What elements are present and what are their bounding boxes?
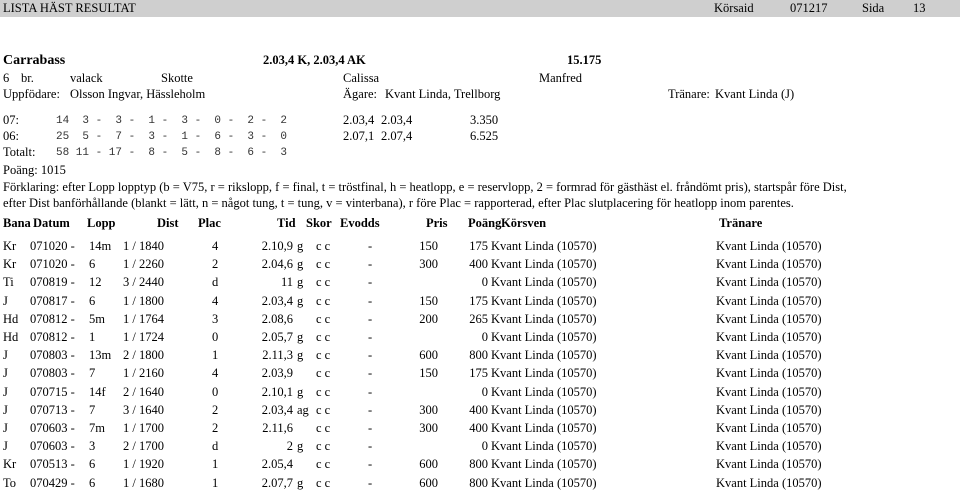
cell-dist: 1 / 1764: [123, 312, 164, 326]
cell-skor: c c: [316, 330, 331, 344]
cell-g: g: [297, 330, 304, 344]
cell-pris: 150: [419, 294, 438, 308]
cell-evodds: -: [368, 457, 373, 471]
cell-evodds: -: [368, 421, 373, 435]
stats-label: 06:: [3, 129, 19, 143]
cell-tranare: Kvant Linda (10570): [716, 403, 822, 417]
stats-values: 14 3 - 3 - 1 - 3 - 0 - 2 - 2: [56, 115, 288, 127]
cell-tid: 2.05,7: [261, 330, 293, 344]
cell-dist: 1 / 2160: [123, 366, 164, 380]
cell-datum: 070713 -: [30, 403, 75, 417]
cell-skor: c c: [316, 312, 331, 326]
cell-poang: 0: [481, 275, 488, 289]
cell-korsven: Kvant Linda (10570): [491, 403, 597, 417]
page-number: 13: [913, 1, 926, 15]
col-pris: Pris: [426, 216, 448, 230]
cell-lopp: 12: [89, 275, 102, 289]
cell-dist: 3 / 1640: [123, 403, 164, 417]
cell-bana: J: [3, 366, 8, 380]
cell-tid: 2.04,6: [261, 257, 293, 271]
cell-tranare: Kvant Linda (10570): [716, 421, 822, 435]
horse-sex: valack: [70, 71, 103, 85]
cell-poang: 400: [469, 257, 488, 271]
cell-tranare: Kvant Linda (10570): [716, 385, 822, 399]
stats-label: 07:: [3, 113, 19, 127]
cell-korsven: Kvant Linda (10570): [491, 457, 597, 471]
cell-tranare: Kvant Linda (10570): [716, 330, 822, 344]
cell-bana: J: [3, 439, 8, 453]
cell-plac: 1: [212, 476, 219, 490]
cell-bana: Kr: [3, 239, 17, 253]
cell-skor: c c: [316, 275, 331, 289]
cell-lopp: 7: [89, 403, 96, 417]
cell-skor: c c: [316, 366, 331, 380]
run-date-label: Körsaid: [714, 1, 754, 15]
cell-g: ag: [297, 403, 309, 417]
col-skor: Skor: [306, 216, 332, 230]
cell-lopp: 7: [89, 366, 96, 380]
col-korsven: Körsven: [501, 216, 547, 230]
cell-evodds: -: [368, 348, 373, 362]
cell-bana: Ti: [3, 275, 14, 289]
cell-lopp: 5m: [89, 312, 105, 326]
run-date: 071217: [790, 1, 828, 15]
stats-time2: 2.03,4: [381, 113, 413, 127]
cell-datum: 070429 -: [30, 476, 75, 490]
cell-korsven: Kvant Linda (10570): [491, 257, 597, 271]
record-times: 2.03,4 K, 2.03,4 AK: [263, 53, 366, 67]
cell-bana: To: [3, 476, 17, 490]
cell-tid: 2.11,3: [262, 348, 293, 362]
cell-tid: 2.05,4: [261, 457, 293, 471]
cell-g: g: [297, 294, 304, 308]
horse-dam: Calissa: [343, 71, 380, 85]
cell-tranare: Kvant Linda (10570): [716, 476, 822, 490]
col-poang: Poäng: [468, 216, 502, 230]
cell-tid: 2.11,6: [262, 421, 293, 435]
cell-datum: 070603 -: [30, 421, 75, 435]
cell-plac: 4: [212, 239, 219, 253]
col-tranare: Tränare: [719, 216, 763, 230]
page-label: Sida: [862, 1, 885, 15]
cell-pris: 300: [419, 421, 438, 435]
cell-poang: 0: [481, 439, 488, 453]
col-dist: Dist: [157, 216, 179, 230]
cell-bana: J: [3, 294, 8, 308]
cell-skor: c c: [316, 348, 331, 362]
cell-pris: 300: [419, 403, 438, 417]
cell-plac: 2: [212, 403, 219, 417]
cell-plac: 2: [212, 421, 219, 435]
cell-evodds: -: [368, 403, 373, 417]
cell-evodds: -: [368, 275, 373, 289]
cell-poang: 400: [469, 421, 488, 435]
cell-pris: 200: [419, 312, 438, 326]
cell-g: g: [297, 239, 304, 253]
cell-poang: 175: [469, 239, 488, 253]
cell-tranare: Kvant Linda (10570): [716, 257, 822, 271]
cell-plac: d: [212, 275, 219, 289]
cell-datum: 070603 -: [30, 439, 75, 453]
cell-g: g: [297, 476, 304, 490]
cell-skor: c c: [316, 385, 331, 399]
owner: Kvant Linda, Trellborg: [385, 87, 501, 101]
cell-bana: Kr: [3, 457, 17, 471]
explanation-line: Förklaring: efter Lopp lopptyp (b = V75, r = rikslopp, f = final, t = tröstfinal, h = heatlopp, e = reservlopp, 2 = formrad för gästhäst el. fråndömt pris), startspår före Dist,: [3, 180, 847, 194]
cell-evodds: -: [368, 385, 373, 399]
cell-dist: 1 / 2260: [123, 257, 164, 271]
cell-korsven: Kvant Linda (10570): [491, 348, 597, 362]
cell-skor: c c: [316, 457, 331, 471]
cell-tid: 2.03,4: [261, 403, 293, 417]
cell-korsven: Kvant Linda (10570): [491, 476, 597, 490]
cell-poang: 800: [469, 348, 488, 362]
cell-skor: c c: [316, 257, 331, 271]
horse-sire: Skotte: [161, 71, 193, 85]
cell-tranare: Kvant Linda (10570): [716, 439, 822, 453]
horse-dam-sire: Manfred: [539, 71, 583, 85]
breeder: Olsson Ingvar, Hässleholm: [70, 87, 206, 101]
cell-tranare: Kvant Linda (10570): [716, 275, 822, 289]
cell-tid: 2: [286, 439, 293, 453]
prize-total: 15.175: [567, 53, 602, 67]
cell-evodds: -: [368, 312, 373, 326]
horse-age-unit: br.: [21, 71, 34, 85]
stats-values: 58 11 - 17 - 8 - 5 - 8 - 6 - 3: [56, 147, 288, 159]
col-lopp: Lopp: [87, 216, 116, 230]
cell-bana: Kr: [3, 257, 17, 271]
cell-bana: J: [3, 403, 8, 417]
cell-tid: 2.03,4: [261, 294, 293, 308]
cell-tranare: Kvant Linda (10570): [716, 294, 822, 308]
cell-lopp: 13m: [89, 348, 112, 362]
cell-evodds: -: [368, 439, 373, 453]
cell-lopp: 3: [89, 439, 96, 453]
cell-plac: 3: [212, 312, 219, 326]
cell-poang: 800: [469, 457, 488, 471]
owner-label: Ägare:: [343, 87, 378, 101]
cell-korsven: Kvant Linda (10570): [491, 421, 597, 435]
cell-skor: c c: [316, 403, 331, 417]
cell-tranare: Kvant Linda (10570): [716, 239, 822, 253]
cell-korsven: Kvant Linda (10570): [491, 385, 597, 399]
cell-plac: 0: [212, 330, 219, 344]
cell-korsven: Kvant Linda (10570): [491, 312, 597, 326]
cell-poang: 0: [481, 385, 488, 399]
cell-g: g: [297, 385, 304, 399]
cell-dist: 2 / 1700: [123, 439, 164, 453]
cell-dist: 1 / 1840: [123, 239, 164, 253]
cell-korsven: Kvant Linda (10570): [491, 239, 597, 253]
cell-skor: c c: [316, 421, 331, 435]
cell-korsven: Kvant Linda (10570): [491, 330, 597, 344]
breeder-label: Uppfödare:: [3, 87, 60, 101]
cell-datum: 070817 -: [30, 294, 75, 308]
cell-bana: J: [3, 348, 8, 362]
cell-korsven: Kvant Linda (10570): [491, 439, 597, 453]
cell-tid: 2.10,1: [261, 385, 293, 399]
cell-plac: 0: [212, 385, 219, 399]
report-title: LISTA HÄST RESULTAT: [3, 1, 136, 15]
cell-lopp: 6: [89, 457, 96, 471]
cell-lopp: 14m: [89, 239, 112, 253]
cell-tid: 11: [280, 275, 293, 289]
cell-plac: 1: [212, 457, 219, 471]
cell-korsven: Kvant Linda (10570): [491, 294, 597, 308]
cell-pris: 300: [419, 257, 438, 271]
cell-korsven: Kvant Linda (10570): [491, 366, 597, 380]
cell-evodds: -: [368, 476, 373, 490]
cell-bana: Hd: [3, 312, 19, 326]
cell-plac: 4: [212, 366, 219, 380]
cell-plac: 4: [212, 294, 219, 308]
cell-lopp: 6: [89, 294, 96, 308]
stats-time1: 2.03,4: [343, 113, 375, 127]
cell-evodds: -: [368, 294, 373, 308]
cell-tranare: Kvant Linda (10570): [716, 457, 822, 471]
cell-datum: 070812 -: [30, 330, 75, 344]
cell-datum: 070715 -: [30, 385, 75, 399]
cell-dist: 2 / 1800: [123, 348, 164, 362]
cell-poang: 175: [469, 294, 488, 308]
horse-age: 6: [3, 71, 10, 85]
cell-datum: 070812 -: [30, 312, 75, 326]
cell-g: g: [297, 439, 304, 453]
cell-pris: 600: [419, 476, 438, 490]
cell-g: g: [297, 257, 304, 271]
cell-bana: J: [3, 385, 8, 399]
cell-lopp: 1: [89, 330, 96, 344]
cell-lopp: 14f: [89, 385, 106, 399]
cell-pris: 150: [419, 239, 438, 253]
cell-pris: 600: [419, 348, 438, 362]
cell-skor: c c: [316, 476, 331, 490]
stats-values: 25 5 - 7 - 3 - 1 - 6 - 3 - 0: [56, 131, 288, 143]
col-evodds: Evodds: [340, 216, 380, 230]
col-bana: Bana: [3, 216, 31, 230]
cell-dist: 1 / 1724: [123, 330, 164, 344]
cell-evodds: -: [368, 239, 373, 253]
col-plac: Plac: [198, 216, 221, 230]
cell-bana: J: [3, 421, 8, 435]
cell-dist: 3 / 2440: [123, 275, 164, 289]
explanation-line: efter Dist banförhållande (blankt = lätt, n = något tung, t = tung, v = vinterbana), r före Plac = rapporterad, efter Plac slutplacering för heatlopp inom parentes.: [3, 196, 794, 210]
stats-time2: 2.07,4: [381, 129, 413, 143]
cell-g: g: [297, 348, 304, 362]
stats-money: 3.350: [470, 113, 499, 127]
cell-tid: 2.08,6: [261, 312, 293, 326]
cell-evodds: -: [368, 257, 373, 271]
stats-time1: 2.07,1: [343, 129, 375, 143]
cell-lopp: 6: [89, 257, 96, 271]
cell-lopp: 6: [89, 476, 96, 490]
cell-datum: 071020 -: [30, 257, 75, 271]
cell-tid: 2.07,7: [261, 476, 293, 490]
cell-skor: c c: [316, 439, 331, 453]
cell-plac: 2: [212, 257, 219, 271]
stats-money: 6.525: [470, 129, 499, 143]
col-tid: Tid: [277, 216, 296, 230]
trainer-label: Tränare:: [668, 87, 710, 101]
points-total: Poäng: 1015: [3, 163, 66, 177]
cell-tid: 2.10,9: [261, 239, 293, 253]
cell-evodds: -: [368, 330, 373, 344]
cell-plac: 1: [212, 348, 219, 362]
cell-poang: 175: [469, 366, 488, 380]
cell-tranare: Kvant Linda (10570): [716, 348, 822, 362]
trainer: Kvant Linda (J): [715, 87, 795, 101]
cell-dist: 1 / 1800: [123, 294, 164, 308]
cell-dist: 1 / 1700: [123, 421, 164, 435]
cell-g: g: [297, 275, 304, 289]
cell-dist: 2 / 1640: [123, 385, 164, 399]
cell-poang: 265: [469, 312, 488, 326]
stats-label: Totalt:: [3, 145, 36, 159]
cell-datum: 070803 -: [30, 348, 75, 362]
cell-dist: 1 / 1920: [123, 457, 164, 471]
cell-plac: d: [212, 439, 219, 453]
horse-name: Carrabass: [3, 53, 66, 68]
cell-pris: 150: [419, 366, 438, 380]
cell-skor: c c: [316, 294, 331, 308]
cell-poang: 0: [481, 330, 488, 344]
cell-tid: 2.03,9: [261, 366, 293, 380]
cell-bana: Hd: [3, 330, 19, 344]
cell-datum: 071020 -: [30, 239, 75, 253]
cell-pris: 600: [419, 457, 438, 471]
cell-tranare: Kvant Linda (10570): [716, 366, 822, 380]
cell-dist: 1 / 1680: [123, 476, 164, 490]
cell-korsven: Kvant Linda (10570): [491, 275, 597, 289]
cell-poang: 400: [469, 403, 488, 417]
cell-poang: 800: [469, 476, 488, 490]
cell-tranare: Kvant Linda (10570): [716, 312, 822, 326]
cell-datum: 070803 -: [30, 366, 75, 380]
cell-datum: 070819 -: [30, 275, 75, 289]
col-datum: Datum: [33, 216, 70, 230]
cell-lopp: 7m: [89, 421, 105, 435]
cell-datum: 070513 -: [30, 457, 75, 471]
cell-skor: c c: [316, 239, 331, 253]
cell-evodds: -: [368, 366, 373, 380]
